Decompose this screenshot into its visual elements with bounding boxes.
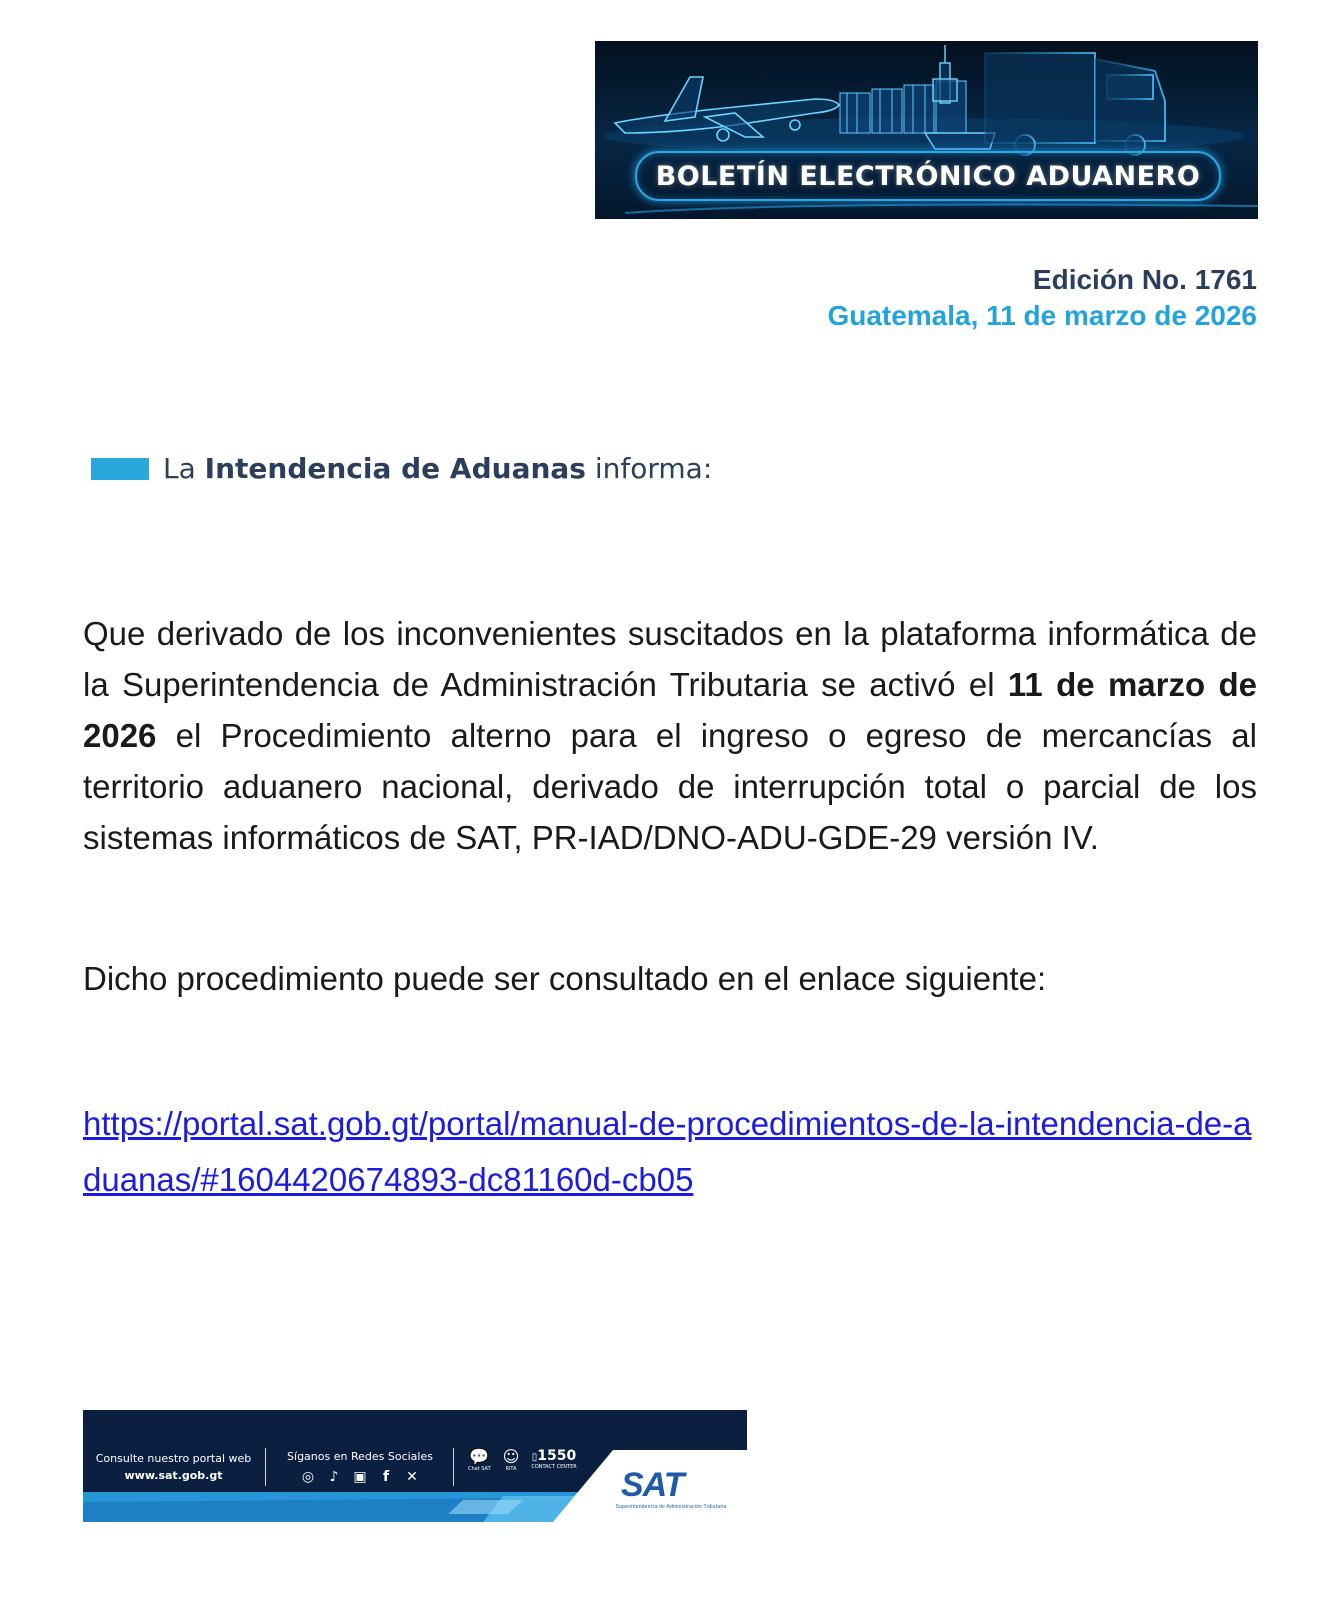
whatsapp-icon[interactable]: ◎ xyxy=(301,1469,315,1485)
footer-banner xyxy=(83,1410,747,1522)
portal-label: Consulte nuestro portal web xyxy=(95,1452,252,1465)
edition-date: Guatemala, 11 de marzo de 2026 xyxy=(827,300,1257,331)
x-icon[interactable]: ✕ xyxy=(406,1469,418,1485)
chat-icon: 💬 xyxy=(469,1447,490,1466)
footer-divider xyxy=(265,1448,266,1486)
portal-url[interactable]: www.sat.gob.gt xyxy=(124,1469,223,1482)
paragraph-start: Que derivado de los inconvenientes suscitados en la plataforma informática de la Superintendencia de Administración Tributaria se activó el xyxy=(83,615,1257,703)
consult-text: Dicho procedimiento puede ser consultado en el enlace siguiente: xyxy=(83,960,1047,997)
edition-number: Edición No. 1761 xyxy=(1032,264,1257,295)
chat-label: Chat SAT xyxy=(468,1466,491,1472)
section-heading xyxy=(91,452,712,485)
phone-icon: ▯ xyxy=(531,1452,538,1463)
procedure-link[interactable]: https://portal.sat.gob.gt/portal/manual-de-procedimientos-de-la-intendencia-de-aduanas/#1604420674893-dc81160d-cb05 xyxy=(83,1105,1252,1198)
logo-subtitle: Superintendencia de Administración Tributaria xyxy=(615,1504,727,1510)
heading-prefix: La xyxy=(163,452,205,485)
sat-logo xyxy=(605,1462,737,1512)
truck-icon xyxy=(985,53,1165,155)
rita-label: RITA xyxy=(505,1466,517,1472)
header-banner xyxy=(595,41,1258,219)
paragraph-date: 11 de marzo de 2026 xyxy=(83,666,1257,754)
rita[interactable] xyxy=(503,1448,520,1472)
footer-divider xyxy=(453,1448,454,1486)
heading-suffix: informa: xyxy=(585,452,713,485)
phone-label: CONTACT CENTER xyxy=(531,1464,577,1470)
phone-number: 1550 xyxy=(537,1448,577,1464)
contact-center[interactable] xyxy=(531,1448,576,1470)
logo-text: SAT xyxy=(621,1466,684,1504)
accent-bar xyxy=(91,458,149,480)
body-paragraph xyxy=(83,608,1257,863)
footer-social xyxy=(275,1450,445,1486)
paragraph-end: el Procedimiento alterno para el ingreso o egreso de mercancías al territorio aduanero nacional, derivado de interrupción total o parcial de los sistemas informáticos de SAT, PR-IAD/DNO-ADU-GDE-29 versión IV. xyxy=(83,717,1257,856)
instagram-icon[interactable]: ▣ xyxy=(353,1469,367,1485)
robot-icon: ☺ xyxy=(502,1447,520,1466)
edition-block xyxy=(827,262,1257,334)
chat-sat[interactable] xyxy=(468,1448,491,1472)
footer-portal xyxy=(91,1450,256,1484)
social-label: Síganos en Redes Sociales xyxy=(287,1450,433,1463)
banner-title: BOLETÍN ELECTRÓNICO ADUANERO xyxy=(635,151,1221,201)
footer-contact xyxy=(468,1448,577,1472)
tiktok-icon[interactable]: ♪ xyxy=(329,1469,339,1485)
heading-bold: Intendencia de Aduanas xyxy=(204,452,586,485)
facebook-icon[interactable]: f xyxy=(382,1469,390,1485)
